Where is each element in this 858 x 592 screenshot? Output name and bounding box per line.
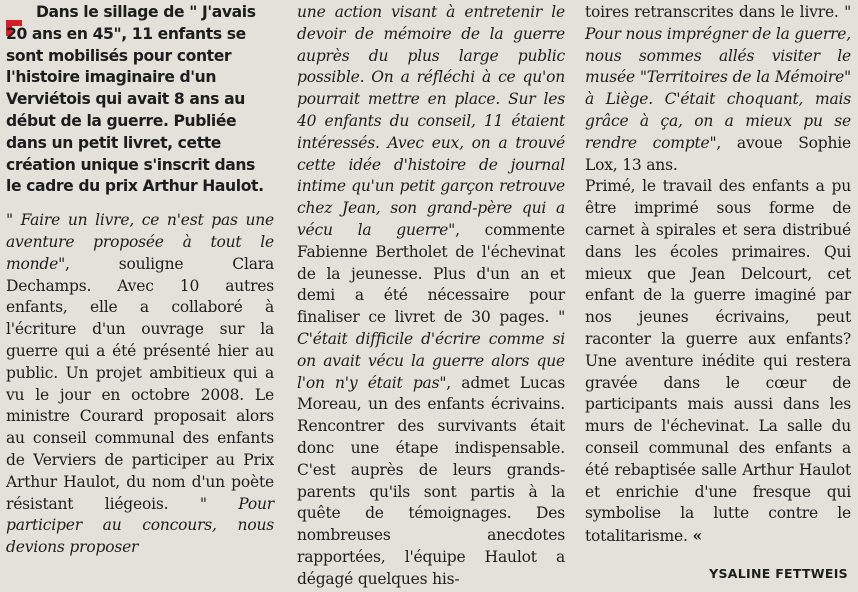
paragraph-text: , admet Lucas Moreau, un des enfants écrivains. Rencontrer des survivants était donc une étape indispensable. C'est auprès de leurs grands-parents qu'ils sont partis à la quête de témoignages. Des nombreuses anecdotes rapportées, l'équipe Haulot a dégagé quelques his- (297, 373, 565, 588)
quote-action: une action visant à entretenir le devoir de mémoire de la guerre auprès du plus large public possible. On a réfléchi à ce qu'on pourrait mettre en place. Sur les 40 enfants du conseil, 11 étaient intéressés. Avec eux, on a trouvé cette idée d'histoire de journal intime qu'un petit garçon retrouve chez Jean, son grand-père qui a vécu la guerre" (297, 3, 565, 239)
paragraph-text: , avoue Sophie Lox, 13 ans. (585, 133, 851, 174)
lead-text: Dans le sillage de " J'avais 20 ans en 45", 11 enfants se sont mobilisés pour conter l'histoire imaginaire d'un Verviétois qui avait 8 ans au début de la guerre. Publiée dans un petit livret, cette création unique s'inscrit dans le cadre du prix Arthur Haulot. (6, 3, 264, 196)
paragraph-3 (585, 2, 851, 176)
quote-concours: " Pour participer au concours, nous devions proposer (6, 494, 274, 557)
paragraph-2 (297, 2, 565, 591)
quote-sophie: " Pour nous imprégner de la guerre, nous sommes allés visiter le musée "Territoires de la Mémoire" à Liège. C'était choquant, mais grâce à ça, on a mieux pu se rendre compte" (585, 3, 851, 152)
paragraph-text: Primé, le travail des enfants a pu être imprimé sous forme de carnet à spirales et sera distribué dans les écoles primaires. Qui mieux que Jean Delcourt, cet enfant de la guerre imaginé par nos jeunes écrivains, peut raconter la guerre aux enfants? Une aventure inédite qui restera gravée dans le cœur de participants mais aussi dans les murs de l'échevinat. La salle du conseil communal des enfants a été rebaptisée salle Arthur Haulot et enrichie d'une fresque qui symbolise la lutte contre le totalitarisme. (585, 177, 851, 546)
column-2 (297, 2, 565, 591)
paragraph-text: , souligne Clara Dechamps. Avec 10 autres enfants, elle a collaboré à l'écriture d'un ouvrage sur la guerre qui a été présenté hier au public. Un projet ambitieux qui a vu le jour en octobre 2008. Le ministre Courard proposait alors au conseil communal des enfants de Verviers de participer au Prix Arthur Haulot, du nom d'un poète résistant liégeois. (6, 254, 274, 513)
column-3 (585, 2, 851, 548)
paragraph-text: toires retranscrites dans le livre. (585, 3, 845, 21)
paragraph-text: , commente Fabienne Bertholet de l'échevinat de la jeunesse. Plus d'un an et demi a été nécessaire pour finaliser ce livret de 30 pages. (297, 220, 565, 327)
column-1 (6, 2, 274, 559)
author-signature: YSALINE FETTWEIS (709, 566, 848, 581)
quote-clara: " Faire un livre, ce n'est pas une aventure proposée à tout le monde" (6, 211, 274, 273)
end-mark: « (692, 526, 702, 546)
paragraph-1 (6, 210, 274, 559)
article-lead (6, 2, 274, 198)
paragraph-4 (585, 176, 851, 548)
quote-lucas: " C'était difficile d'écrire comme si on avait vécu la guerre alors que l'on n'y était pas" (297, 308, 565, 392)
